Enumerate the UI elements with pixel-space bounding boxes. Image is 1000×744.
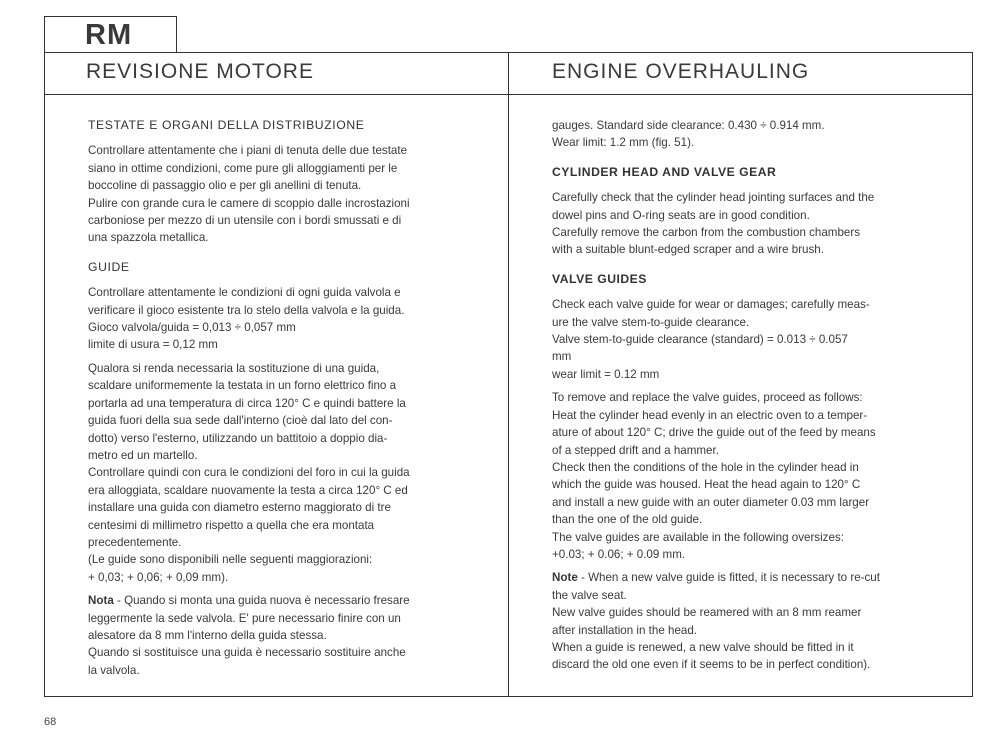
section-tab: [44, 16, 177, 53]
right-column-title: ENGINE OVERHAULING: [552, 60, 810, 83]
paragraph-cylinder-head: Carefully check that the cylinder head jointing surfaces and the dowel pins and O-ring seats are in good condition. Carefully remove the carbon from the combustion chambers with a suitable blunt-edged scraper and a wire brush.: [552, 191, 875, 257]
section-heading-valve-guides: VALVE GUIDES: [552, 271, 647, 286]
section-heading-guides: GUIDE: [88, 259, 130, 274]
left-column-body: [88, 117, 466, 679]
section-tab-label: RM: [85, 19, 133, 51]
paragraph-valve-guide-replacement: To remove and replace the valve guides, proceed as follows: Heat the cylinder head evenly in an electric oven to a temper- ature of about 120° C; drive the guide out of the feed by means of a stepped drift and a hammer. Check then the conditions of the hole in the cylinder head in which the guide was housed. Heat the head again to 120° C and install a new guide with an outer diameter 0.03 mm larger than the one of the old guide. The valve guides are available in the following oversizes: +0.03; + 0.06; + 0.09 mm.: [552, 391, 876, 561]
paragraph-cylinder-heads: Controllare attentamente che i piani di tenuta delle due testate siano in ottime condizioni, come pure gli alloggiamenti per le boccoline di passaggio olio e per gli anellini di tenuta. Pulire con grande cura le camere di scoppio dalle incrostazioni carboniose per mezzo di un utensile con i bordi smussati e di una spazzola metallica.: [88, 144, 410, 245]
note-label: Nota: [88, 594, 114, 608]
note-text: - When a new valve guide is fitted, it is necessary to re-cut the valve seat. New valve guides should be reamered with an 8 mm reamer after installation in the head. When a guide is renewed, a new valve should be fitted in it discard the old one even if it seems to be in perfect condition).: [552, 571, 880, 672]
note-text: - Quando si monta una guida nuova è necessario fresare leggermente la sede valvola. E' pure necessario finire con un alesatore da 8 mm l'interno della guida stessa. Quando si sostituisce una guida è necessario sostituire anche la valvola.: [88, 594, 410, 677]
section-heading-cylinder-head-valve-gear: CYLINDER HEAD AND VALVE GEAR: [552, 164, 777, 179]
page-number: 68: [44, 716, 57, 728]
section-heading-cylinder-heads: TESTATE E ORGANI DELLA DISTRIBUZIONE: [88, 118, 365, 132]
left-column-title: REVISIONE MOTORE: [86, 60, 314, 83]
note-label: Note: [552, 571, 578, 585]
paragraph-gauges-continuation: gauges. Standard side clearance: 0.430 ÷ 0.914 mm. Wear limit: 1.2 mm (fig. 51).: [552, 119, 825, 150]
right-column-body: [552, 117, 930, 674]
paragraph-note: [88, 592, 466, 679]
paragraph-guide-check: Controllare attentamente le condizioni di ogni guida valvola e verificare il gioco esistente tra lo stelo della valvola e la guida. Gioco valvola/guida = 0,013 ÷ 0,057 mm limite di usura = 0,12 mm: [88, 286, 405, 352]
paragraph-guide-replacement: Qualora si renda necessaria la sostituzione di una guida, scaldare uniformemente la testata in un forno elettrico fino a portarla ad una temperatura di circa 120° C e quindi battere la guida fuori della sua sede dall'interno (cioè dal lato del con- dotto) verso l'esterno, utilizzando un battitoio a doppio dia- metro ed un martello. Controllare quindi con cura le condizioni del foro in cui la guida era alloggiata, scaldare nuovamente la testa a circa 120° C ed installare una guida con diametro esterno maggiorato di tre centesimi di millimetro rispetto a quella che era montata precedentemente. (Le guide sono disponibili nelle seguenti maggiorazioni: + 0,03; + 0,06; + 0,09 mm).: [88, 361, 410, 584]
header-rule: [44, 94, 973, 95]
paragraph-valve-guide-check: Check each valve guide for wear or damages; carefully meas- ure the valve stem-to-guide clearance. Valve stem-to-guide clearance (standard) = 0.013 ÷ 0.057 mm wear limit = 0.12 mm: [552, 298, 870, 381]
paragraph-note: [552, 569, 930, 673]
column-divider: [508, 52, 509, 697]
